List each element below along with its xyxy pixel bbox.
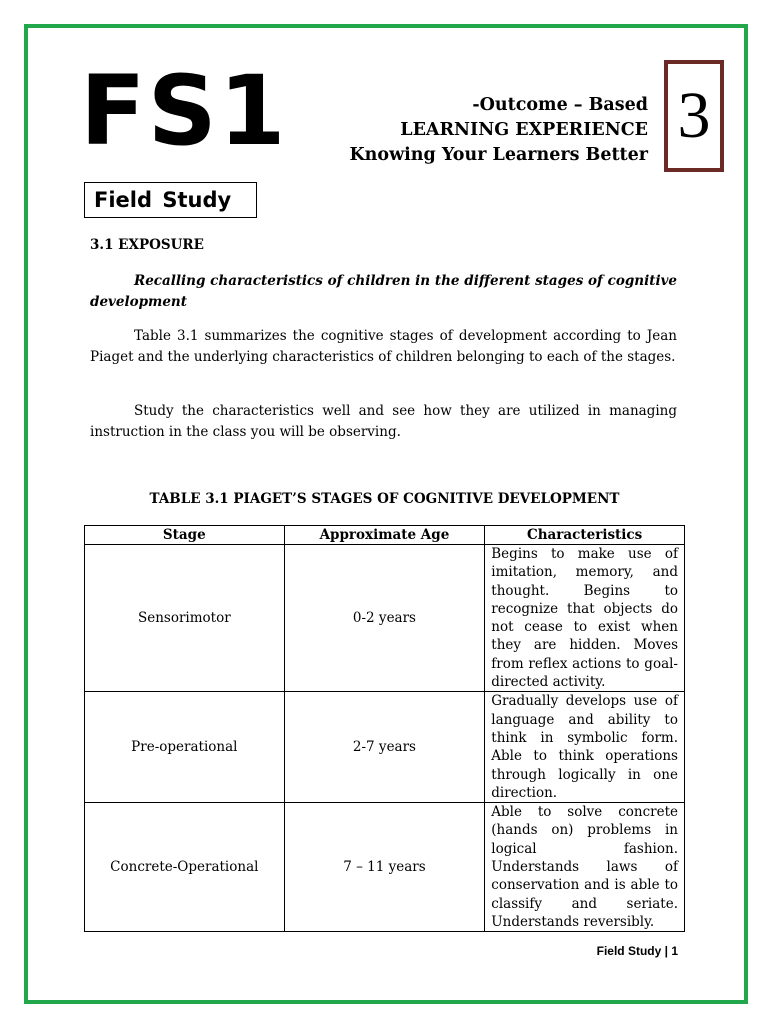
section-heading: 3.1 EXPOSURE: [90, 237, 204, 253]
paragraph-2: [90, 401, 677, 443]
header-age: Approximate Age: [284, 526, 485, 545]
header-line-knowing: Knowing Your Learners Better: [349, 145, 648, 165]
header-stage: Stage: [85, 526, 285, 545]
piaget-stages-table: [84, 525, 685, 932]
characteristics-cell: Gradually develops use of language and ability to think in symbolic form. Able to think operations through logically in one direction.: [485, 692, 685, 803]
paragraph-2-text: Study the characteristics well and see how they are utilized in managing instruction in the class you will be observing.: [90, 403, 677, 440]
stage-cell: Sensorimotor: [85, 545, 285, 692]
table-row: [85, 692, 685, 803]
header-line-outcome: -Outcome – Based: [472, 95, 648, 115]
paragraph-1-text: Table 3.1 summarizes the cognitive stages of development according to Jean Piaget and the underlying characteristics of children belonging to each of the stages.: [90, 328, 677, 365]
chapter-number-box: [664, 60, 724, 172]
page-footer: Field Study | 1: [596, 944, 678, 958]
stage-cell: Concrete-Operational: [85, 803, 285, 932]
italic-intro: [90, 271, 677, 313]
characteristics-cell: Able to solve concrete (hands on) problems in logical fashion. Understands laws of conservation and is able to classify and seriate. Understands reversibly.: [485, 803, 685, 932]
table-title: TABLE 3.1 PIAGET’S STAGES OF COGNITIVE DEVELOPMENT: [149, 491, 620, 507]
paragraph-1: [90, 326, 677, 368]
field-study-label: Field Study: [84, 182, 257, 218]
header-block: [349, 93, 648, 168]
table-header-row: [85, 526, 685, 545]
age-cell: 7 – 11 years: [284, 803, 485, 932]
table-row: [85, 803, 685, 932]
fs1-logo: FS1: [80, 55, 288, 167]
italic-intro-text: Recalling characteristics of children in the different stages of cognitive development: [90, 273, 677, 310]
header-characteristics: Characteristics: [485, 526, 685, 545]
characteristics-cell: Begins to make use of imitation, memory, and thought. Begins to recognize that objects do not cease to exist when they are hidden. Moves from reflex actions to goal-directed activity.: [485, 545, 685, 692]
age-cell: 0-2 years: [284, 545, 485, 692]
chapter-number: 3: [677, 79, 711, 152]
age-cell: 2-7 years: [284, 692, 485, 803]
table-row: [85, 545, 685, 692]
header-line-learning: LEARNING EXPERIENCE: [400, 120, 648, 140]
stage-cell: Pre-operational: [85, 692, 285, 803]
